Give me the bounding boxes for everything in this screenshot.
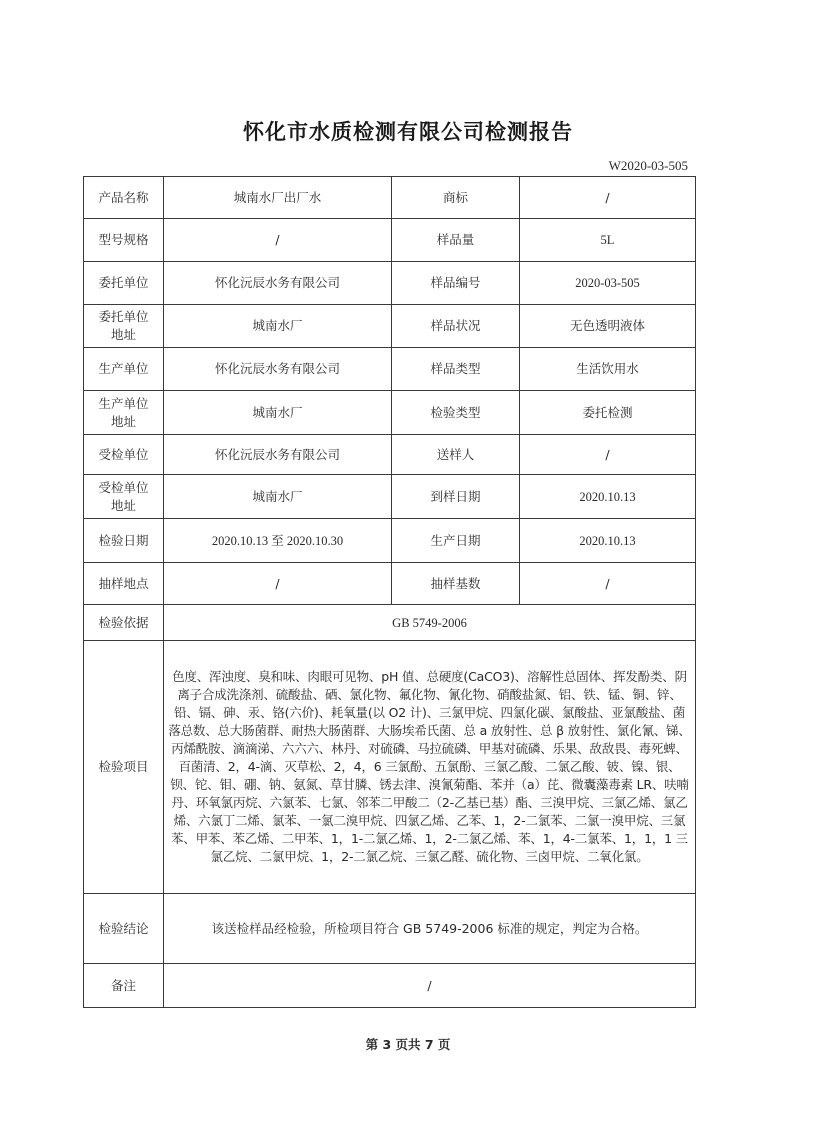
cell-value: 2020.10.13: [520, 475, 696, 519]
label-line: 地址: [110, 327, 136, 342]
label-line: 受检单位: [98, 479, 149, 495]
cell-value: 城南水厂: [164, 305, 392, 348]
cell-value: 委托检测: [520, 391, 696, 435]
cell-label: 样品状况: [392, 305, 520, 348]
table-row: [84, 435, 696, 475]
label-line: 地址: [110, 497, 136, 513]
cell-value: /: [520, 435, 696, 475]
table-row: [84, 219, 696, 262]
cell-label: 型号规格: [84, 219, 164, 262]
cell-label: 抽样地点: [84, 563, 164, 605]
table-row: [84, 262, 696, 305]
cell-label: 检验项目: [84, 641, 164, 894]
table-row: [84, 964, 696, 1008]
cell-label: 检验日期: [84, 519, 164, 563]
table-row: [84, 894, 696, 964]
report-title: 怀化市水质检测有限公司检测报告: [243, 120, 573, 144]
conclusion-text: 该送检样品经检验，所检项目符合 GB 5749-2006 标准的规定，判定为合格。: [164, 894, 696, 964]
table-row: [84, 563, 696, 605]
cell-value: 2020.10.13: [520, 519, 696, 563]
cell-label: [84, 391, 164, 435]
cell-value: /: [520, 177, 696, 219]
test-items-list: 色度、浑浊度、臭和味、肉眼可见物、pH 值、总硬度(CaCO3)、溶解性总固体、挥发酚类、阴离子合成洗涤剂、硫酸盐、硒、氯化物、氟化物、氰化物、硝酸盐氮、铝、铁、锰、铜、锌、铅、镉、砷、汞、铬(六价)、耗氧量(以 O2 计)、三氯甲烷、四氯化碳、氯酸盐、亚氯酸盐、菌落总数、总大肠菌群、耐热大肠菌群、大肠埃希氏菌、总 a 放射性、总 β 放射性、氯化氰、锑、丙烯酰胺、滴滴涕、六六六、林丹、对硫磷、马拉硫磷、甲基对硫磷、乐果、敌敌畏、毒死蜱、百菌清、2，4-滴、灭草松、2，4，6 三氯酚、五氯酚、三氯乙酸、二氯乙酸、铍、镍、银、钡、铊、钼、硼、钠、氨氮、草甘膦、锈去津、溴氰菊酯、苯并（a）芘、微囊藻毒素 LR、呋喃丹、环氧氯丙烷、六氯苯、七氯、邻苯二甲酸二（2-乙基已基）酯、三溴甲烷、三氯乙烯、氯乙烯、六氯丁二烯、氯苯、一氯二溴甲烷、四氯乙烯、乙苯、1，2-二氯苯、二氯一溴甲烷、三氯苯、甲苯、苯乙烯、二甲苯、1，1-二氯乙烯、1，2-二氯乙烯、苯、1，4-二氯苯、1，1，1 三氯乙烷、二氯甲烷、1，2-二氯乙烷、三氯乙醛、硫化物、三卤甲烷、二氧化氯。: [164, 641, 696, 894]
cell-value: 2020.10.13 至 2020.10.30: [164, 519, 392, 563]
table-row: [84, 305, 696, 348]
cell-value: /: [164, 964, 696, 1008]
cell-label: 样品编号: [392, 262, 520, 305]
cell-label: 受检单位: [84, 435, 164, 475]
cell-value: 2020-03-505: [520, 262, 696, 305]
cell-label: 检验依据: [84, 605, 164, 641]
cell-value: 怀化沅辰水务有限公司: [164, 262, 392, 305]
cell-label: 检验类型: [392, 391, 520, 435]
cell-label: 备注: [84, 964, 164, 1008]
cell-label: 生产日期: [392, 519, 520, 563]
cell-label: 委托单位: [84, 262, 164, 305]
page-number: 第 3 页共 7 页: [365, 1037, 451, 1052]
cell-value: 怀化沅辰水务有限公司: [164, 348, 392, 391]
cell-label: 抽样基数: [392, 563, 520, 605]
table-row: [84, 475, 696, 519]
label-line: 生产单位: [98, 395, 149, 411]
cell-value: 怀化沅辰水务有限公司: [164, 435, 392, 475]
cell-value: 无色透明液体: [520, 305, 696, 348]
table-row: [84, 605, 696, 641]
cell-value: 城南水厂出厂水: [164, 177, 392, 219]
cell-label: 样品量: [392, 219, 520, 262]
table-row: [84, 348, 696, 391]
report-table: [83, 176, 696, 1008]
cell-label: [84, 305, 164, 348]
cell-value: /: [520, 563, 696, 605]
cell-label: 商标: [392, 177, 520, 219]
report-number: W2020-03-505: [608, 158, 688, 173]
table-row: [84, 177, 696, 219]
label-line: 地址: [110, 413, 136, 429]
cell-label: 样品类型: [392, 348, 520, 391]
cell-label: [84, 475, 164, 519]
cell-label: 到样日期: [392, 475, 520, 519]
cell-value: GB 5749-2006: [164, 605, 696, 641]
cell-value: 生活饮用水: [520, 348, 696, 391]
table-row: [84, 641, 696, 894]
cell-label: 生产单位: [84, 348, 164, 391]
cell-value: 5L: [520, 219, 696, 262]
cell-label: 送样人: [392, 435, 520, 475]
table-row: [84, 391, 696, 435]
cell-value: 城南水厂: [164, 391, 392, 435]
cell-value: /: [164, 219, 392, 262]
cell-value: /: [164, 563, 392, 605]
cell-value: 城南水厂: [164, 475, 392, 519]
label-line: 委托单位: [98, 309, 149, 324]
table-row: [84, 519, 696, 563]
cell-label: 检验结论: [84, 894, 164, 964]
cell-label: 产品名称: [84, 177, 164, 219]
